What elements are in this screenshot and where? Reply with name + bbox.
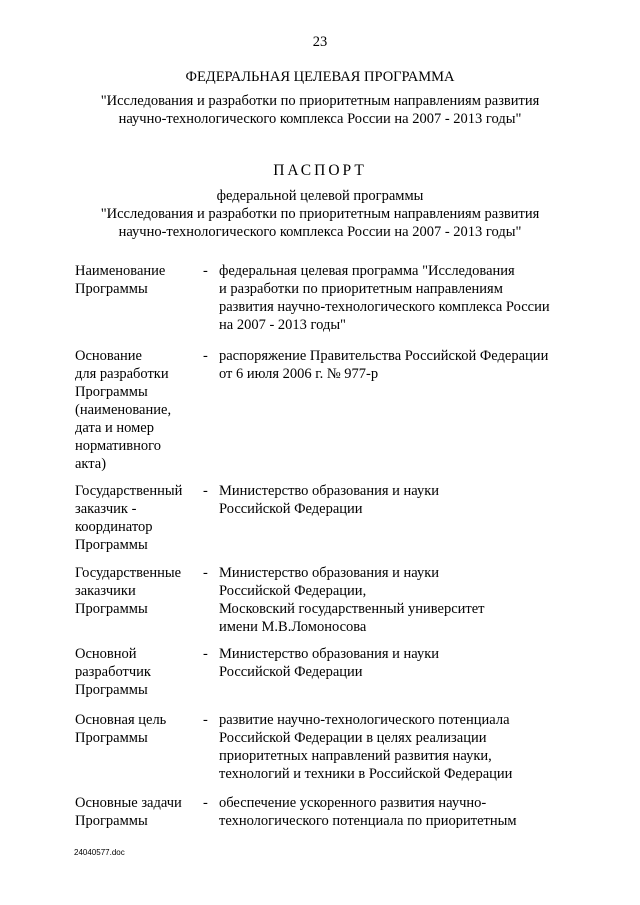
row-value: развитие научно-технологического потенциала Российской Федерации в целях реализации приоритетных направлений развития науки, технологий и техники в Российской Федерации [219, 712, 513, 782]
page-number: 23 [312, 34, 328, 50]
passport-subtitle-line: научно-технологического комплекса России на 2007 - 2013 годы" [118, 224, 522, 240]
file-name-footer: 24040577.doc [74, 848, 125, 857]
row-value: обеспечение ускоренного развития научно- технологического потенциала по приоритетным [219, 795, 517, 829]
row-value: Министерство образования и науки Российской Федерации [219, 483, 440, 517]
row-dash: - [203, 263, 208, 279]
row-label: Основание для разработки Программы (наименование, дата и номер нормативного акта) [75, 348, 172, 472]
program-title: ФЕДЕРАЛЬНАЯ ЦЕЛЕВАЯ ПРОГРАММА [185, 69, 455, 85]
row-label: Государственные заказчики Программы [75, 565, 182, 617]
program-subtitle-line: научно-технологического комплекса России на 2007 - 2013 годы" [118, 111, 522, 127]
passport-subtitle-line: "Исследования и разработки по приоритетным направлениям развития [100, 206, 540, 222]
row-value: распоряжение Правительства Российской Федерации от 6 июля 2006 г. № 977-р [219, 348, 549, 382]
row-dash: - [203, 565, 208, 581]
program-subtitle-line: "Исследования и разработки по приоритетным направлениям развития [100, 93, 540, 109]
row-label: Государственный заказчик - координатор Программы [75, 483, 183, 553]
row-dash: - [203, 646, 208, 662]
row-dash: - [203, 795, 208, 811]
row-label: Основной разработчик Программы [75, 646, 151, 698]
row-value: Министерство образования и науки Российской Федерации, Московский государственный университет имени М.В.Ломоносова [219, 565, 485, 635]
row-value: федеральная целевая программа "Исследования и разработки по приоритетным направлениям развития научно-технологического комплекса России на 2007 - 2013 годы" [219, 263, 550, 333]
row-dash: - [203, 348, 208, 364]
passport-heading: ПАСПОРТ [273, 162, 367, 179]
row-dash: - [203, 712, 208, 728]
row-label: Основная цель Программы [75, 712, 167, 746]
row-dash: - [203, 483, 208, 499]
passport-subtitle-line: федеральной целевой программы [216, 188, 424, 204]
row-label: Основные задачи Программы [75, 795, 182, 829]
row-value: Министерство образования и науки Российской Федерации [219, 646, 440, 680]
row-label: Наименование Программы [75, 263, 166, 297]
